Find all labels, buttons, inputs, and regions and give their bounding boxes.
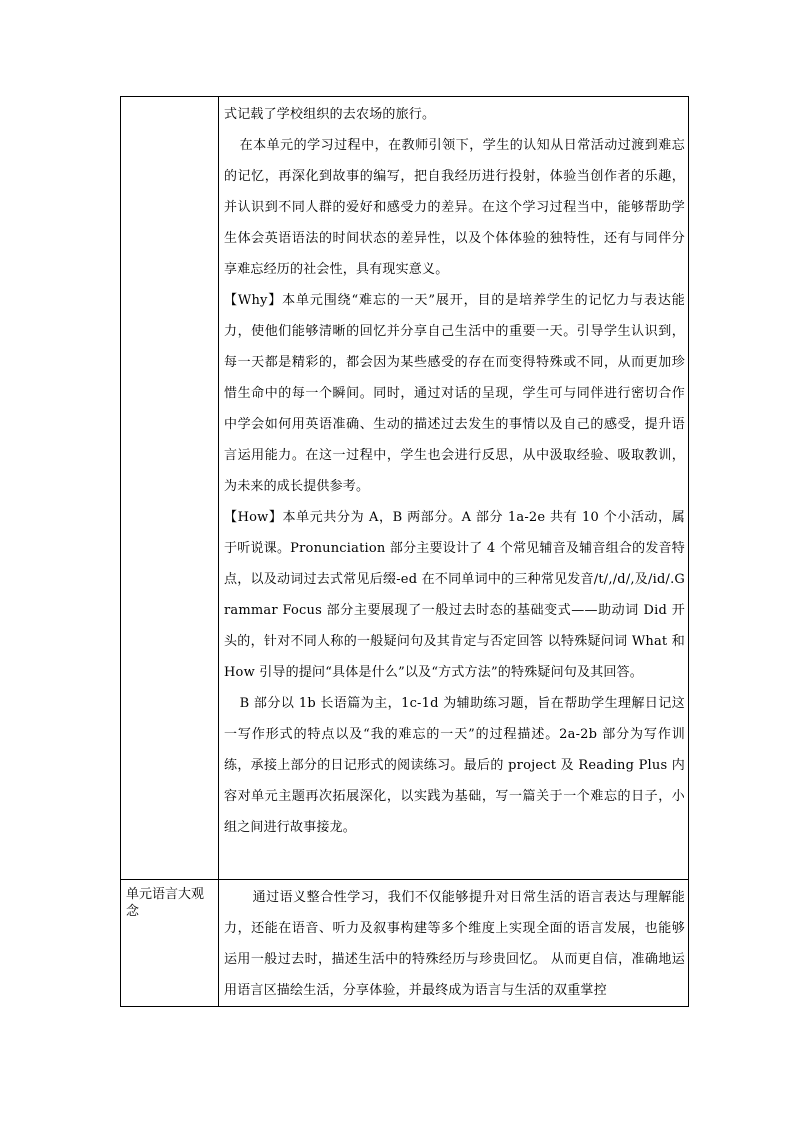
row-label bbox=[121, 97, 218, 103]
table-row bbox=[121, 97, 689, 880]
paragraph-how: 【How】本单元共分为 A，B 两部分。A 部分 1a-2e 共有 10 个小活动，属于听说课。Pronunciation 部分主要设计了 4 个常见辅音及辅音组合的发音特点，以及动词过去式常见后缀-ed 在不同单词中的三种常见发音/t/,/d/,及/id/.Grammar Focus 部分主要展现了一般过去时态的基础变式——助动词 Did 开头的，针对不同人称的一般疑问句及其肯定与否定回答 以特殊疑问词 What 和 How 引导的提问“具体是什么”以及“方式方法”的特殊疑问句及其回答。 bbox=[224, 510, 685, 680]
paragraph-learning-process: 在本单元的学习过程中，在教师引领下，学生的认知从日常活动过渡到难忘的记忆，再深化到故事的编写，把自我经历进行投射，体验当创作者的乐趣，并认识到不同人群的爱好和感受力的差异。在这个学习过程当中，能够帮助学生体会英语语法的时间状态的差异性，以及个体体验的独特性，还有与同伴分享难忘经历的社会性，具有现实意义。 bbox=[224, 138, 685, 277]
paragraph-part-b: B 部分以 1b 长语篇为主，1c-1d 为辅助练习题，旨在帮助学生理解日记这一写作形式的特点以及“我的难忘的一天”的过程描述。2a-2b 部分为写作训练，承接上部分的日记形式的阅读练习。最后的 project 及 Reading Plus 内容对单元主题再次拓展深化，以实践为基础，写一篇关于一个难忘的日子，小组之间进行故事接龙。 bbox=[224, 696, 685, 835]
row-label-cell bbox=[121, 97, 219, 880]
row-content-cell bbox=[219, 97, 689, 880]
row-content-cell bbox=[219, 880, 689, 1007]
table-row bbox=[121, 880, 689, 1007]
row-label-language-concept: 单元语言大观念 bbox=[126, 887, 205, 919]
paragraph-why: 【Why】本单元围绕“难忘的一天”展开，目的是培养学生的记忆力与表达能力，使他们能够清晰的回忆并分享自己生活中的重要一天。引导学生认识到，每一天都是精彩的，都会因为某些感受的存在而变得特殊或不同，从而更加珍惜生命中的每一个瞬间。同时，通过对话的呈现，学生可与同伴进行密切合作中学会如何用英语准确、生动的描述过去发生的事情以及自己的感受，提升语言运用能力。在这一过程中，学生也会进行反思，从中汲取经验、吸取教训，为未来的成长提供参考。 bbox=[224, 293, 685, 494]
paragraph-continuation: 式记载了学校组织的去农场的旅行。 bbox=[224, 107, 436, 122]
paragraph-language-concept: 通过语义整合性学习，我们不仅能够提升对日常生活的语言表达与理解能力，还能在语音、听力及叙事构建等多个维度上实现全面的语言发展，也能够运用一般过去时，描述生活中的特殊经历与珍贵回忆。 从而更自信，准确地运用语言区描绘生活，分享体验，并最终成为语言与生活的双重掌控 bbox=[224, 890, 685, 998]
row-label-cell bbox=[121, 880, 219, 1007]
content-table bbox=[120, 96, 689, 1007]
